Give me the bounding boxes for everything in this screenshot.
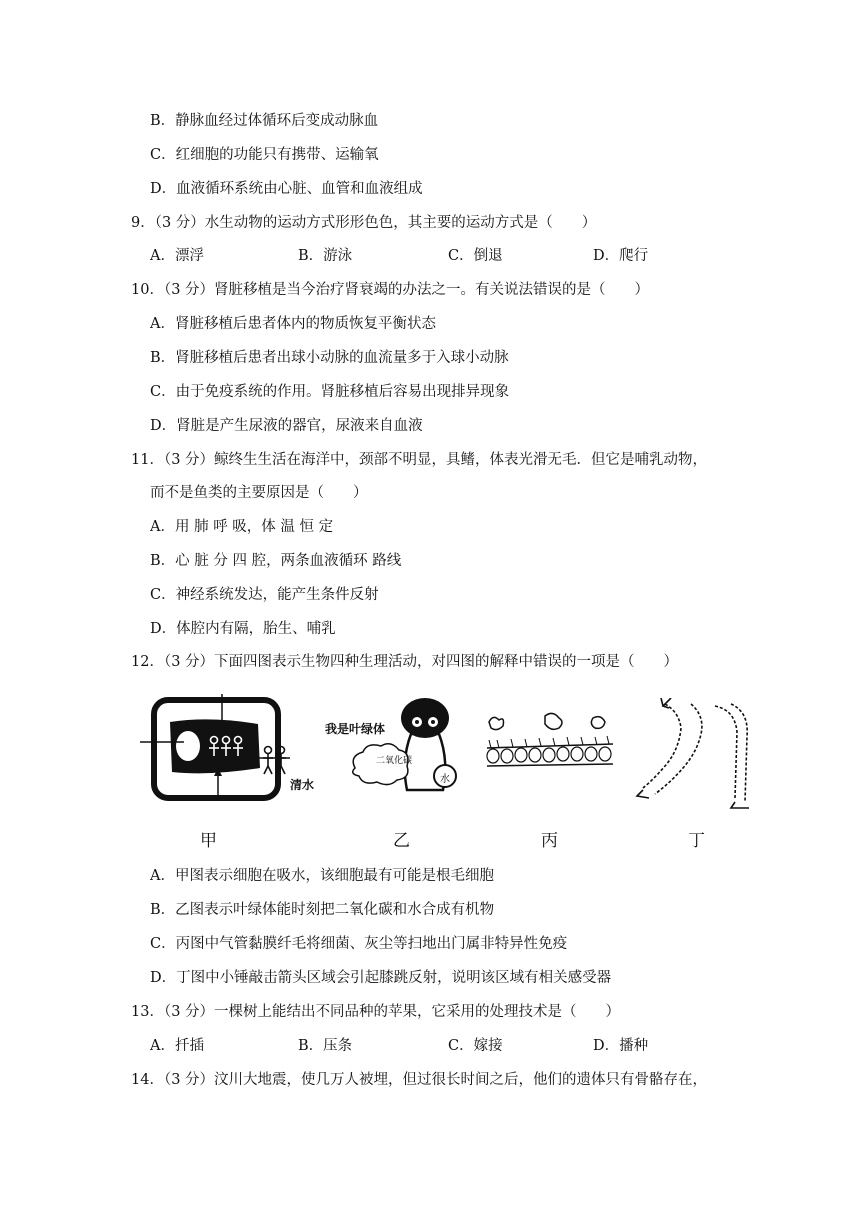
- q10-option-a: A．肾脏移植后患者体内的物质恢复平衡状态: [150, 316, 436, 332]
- q13-stem: 13．（3 分）一棵树上能结出不同品种的苹果，它采用的处理技术是（ ）: [131, 1004, 621, 1020]
- q8-option-d: D．血液循环系统由心脏、血管和血液组成: [150, 181, 423, 197]
- q11-option-d: D．体腔内有隔，胎生、哺乳: [150, 621, 336, 637]
- q12-option-b: B．乙图表示叶绿体能时刻把二氧化碳和水合成有机物: [150, 902, 495, 918]
- q10-option-b: B．肾脏移植后患者出球小动脉的血流量多于入球小动脉: [150, 350, 509, 366]
- q13-options: [0, 1036, 860, 1056]
- figure-label-jia: 甲: [200, 831, 217, 851]
- q9-option-d: D．爬行: [593, 248, 649, 264]
- q8-option-c: C．红细胞的功能只有携带、运输氧: [150, 147, 379, 163]
- q8-option-b: B．静脉血经过体循环后变成动脉血: [150, 113, 379, 129]
- figure-co2-text: 二氧化碳: [375, 756, 412, 766]
- q10-option-c: C．由于免疫系统的作用。肾脏移植后容易出现排异现象: [150, 384, 510, 400]
- q9-stem: 9．（3 分）水生动物的运动方式形形色色，其主要的运动方式是（ ）: [131, 215, 597, 231]
- figure-knee-reflex-diagram: [635, 698, 750, 810]
- q11-option-b: B．心 脏 分 四 腔，两条血液循环 路线: [150, 553, 402, 569]
- q12-option-d: D．丁图中小锤敲击箭头区域会引起膝跳反射，说明该区域有相关感受器: [150, 970, 612, 986]
- q12-figure: [140, 688, 750, 853]
- q10-stem: 10．（3 分）肾脏移植是当今治疗肾衰竭的办法之一。有关说法错误的是（ ）: [131, 282, 650, 298]
- q13-option-d: D．播种: [593, 1038, 649, 1054]
- q11-stem: 11．（3 分）鲸终生生活在海洋中，颈部不明显，具鳍，体表光滑无毛．但它是哺乳动物，: [131, 452, 708, 468]
- q10-option-d: D．肾脏是产生尿液的器官，尿液来自血液: [150, 418, 423, 434]
- figure-label-yi: 乙: [393, 831, 410, 851]
- q9-option-c: C．倒退: [448, 248, 503, 264]
- q13-option-b: B．压条: [298, 1038, 353, 1054]
- q13-option-c: C．嫁接: [448, 1038, 503, 1054]
- q14-stem: 14．（3 分）汶川大地震，使几万人被埋，但过很长时间之后，他们的遗体只有骨骼存在，: [131, 1072, 708, 1088]
- figure-trachea-cilia-diagram: [475, 708, 625, 778]
- q9-option-a: A．漂浮: [150, 248, 204, 264]
- figure-chloroplast-text: 我是叶绿体: [325, 722, 386, 736]
- q12-option-c: C．丙图中气管黏膜纤毛将细菌、灰尘等扫地出门属非特异性免疫: [150, 936, 568, 952]
- q13-option-a: A．扦插: [150, 1038, 204, 1054]
- figure-cell-diagram: [140, 688, 290, 813]
- figure-chloroplast-diagram: [345, 694, 475, 809]
- figure-label-ding: 丁: [688, 831, 705, 851]
- figure-water-text: 水: [440, 774, 450, 785]
- q9-options: [0, 246, 860, 266]
- q11-option-c: C．神经系统发达，能产生条件反射: [150, 587, 379, 603]
- figure-label-bing: 丙: [541, 831, 558, 851]
- q11-stem-continued: 而不是鱼类的主要原因是（ ）: [150, 485, 368, 501]
- q12-stem: 12．（3 分）下面四图表示生物四种生理活动，对四图的解释中错误的一项是（ ）: [131, 654, 679, 670]
- q9-option-b: B．游泳: [298, 248, 353, 264]
- q12-option-a: A．甲图表示细胞在吸水，该细胞最有可能是根毛细胞: [150, 868, 494, 884]
- q11-option-a: A．用 肺 呼 吸，体 温 恒 定: [150, 519, 334, 535]
- figure-clear-water-text: 清水: [290, 778, 315, 792]
